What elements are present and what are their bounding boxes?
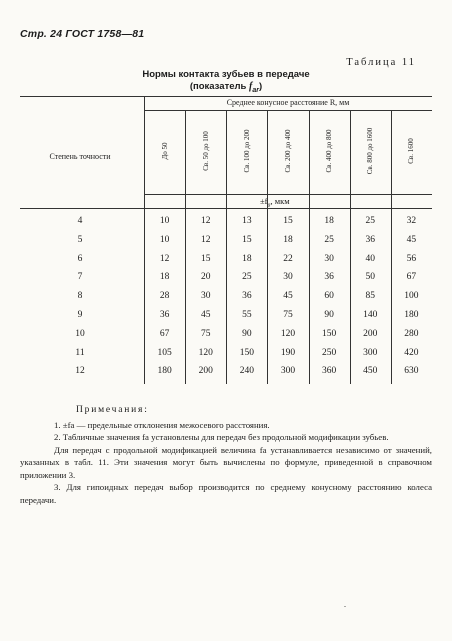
table-title: Нормы контакта зубьев в передаче	[142, 69, 310, 80]
table-cell: 180	[157, 366, 172, 377]
table-cell: 67	[159, 328, 170, 339]
table-cell: 420	[404, 347, 419, 358]
table-cell: 36	[159, 310, 170, 320]
table-cell: 200	[363, 328, 378, 339]
note-item: 2. Табличные значения fa установлены для передач без продольной модификации зубьев.	[54, 432, 389, 442]
table-cell: 15	[200, 253, 211, 264]
table-cell: 12	[200, 216, 211, 226]
column-header: До 50	[160, 142, 169, 160]
table-cell: 300	[280, 366, 296, 377]
row-grade: 6	[77, 253, 83, 264]
page-mark: .	[344, 600, 346, 609]
table-cell: 18	[159, 272, 170, 283]
page-header: Стр. 24 ГОСТ 1758—81	[20, 28, 145, 40]
table-cell: 85	[365, 291, 376, 302]
row-grade: 4	[77, 216, 83, 226]
table-cell: 120	[280, 328, 296, 339]
table-cell: 90	[242, 328, 252, 339]
row-grade: 12	[75, 366, 85, 377]
table-cell: 15	[242, 234, 252, 245]
table-cell: 150	[239, 347, 254, 358]
table-cell: 36	[324, 272, 334, 283]
table-cell: 30	[324, 253, 334, 264]
column-header-rule	[144, 194, 432, 195]
table-top-rule	[20, 96, 432, 97]
table-cell: 60	[324, 291, 334, 302]
table-cell: 10	[159, 234, 170, 245]
column-divider	[309, 110, 310, 384]
note-item: 3. Для гипоидных передач выбор производится по среднему конусному расстоянию колеса передачи.	[20, 482, 432, 505]
column-header: Св. 50 до 100	[201, 131, 210, 171]
table-cell: 12	[159, 253, 170, 264]
row-grade: 9	[77, 310, 83, 320]
table-cell: 250	[322, 347, 337, 358]
table-cell: 25	[242, 272, 252, 283]
table-cell: 45	[406, 234, 417, 245]
table-cell: 15	[283, 216, 293, 226]
table-cell: 22	[283, 253, 293, 264]
table-cell: 200	[198, 366, 213, 377]
column-divider	[391, 110, 392, 384]
table-cell: 10	[159, 216, 170, 226]
table-cell: 40	[365, 253, 376, 264]
table-cell: 630	[404, 366, 419, 377]
table-cell: 300	[363, 347, 378, 358]
table-cell: 36	[365, 234, 376, 245]
table-cell: 18	[242, 253, 252, 264]
table-cell: 25	[324, 234, 334, 245]
column-divider	[350, 110, 351, 384]
table-cell: 75	[283, 310, 293, 320]
table-cell: 90	[324, 310, 334, 320]
table-cell: 36	[242, 291, 252, 302]
table-cell: 30	[283, 272, 293, 283]
row-grade: 7	[77, 272, 83, 283]
table-cell: 280	[404, 328, 419, 339]
table-cell: 45	[283, 291, 293, 302]
row-grade: 8	[77, 291, 83, 302]
column-header: Св. 100 до 200	[242, 129, 251, 173]
table-cell: 140	[363, 310, 378, 320]
table-cell: 55	[242, 310, 252, 320]
super-header: Среднее конусное расстояние R, мм	[226, 98, 350, 107]
row-grade: 11	[75, 347, 85, 358]
note-item: Для передач с продольной модификацией величина fa устанавливается независимо от значений, указанных в табл. 11. Эти значения могут быть вычислены по формуле, приведенной в справочном приложении 3.	[20, 444, 432, 480]
table-cell: 150	[322, 328, 337, 339]
table-cell: 67	[406, 272, 417, 283]
stub-header: Степень точности	[49, 152, 111, 161]
notes-title: Примечания:	[76, 405, 149, 415]
table-cell: 190	[280, 347, 296, 358]
table-cell: 45	[200, 310, 211, 320]
column-header: Св. 800 до 1600	[366, 127, 375, 175]
column-header: Св. 200 до 400	[284, 129, 292, 173]
table-cell: 20	[200, 272, 211, 283]
row-grade: 5	[77, 234, 83, 245]
row-grade: 10	[75, 328, 85, 339]
column-header: Св. 400 до 800	[325, 129, 334, 173]
table-cell: 12	[200, 234, 211, 245]
note-item: 1. ±fa — предельные отклонения межосевого расстояния.	[54, 419, 270, 430]
table-cell: 13	[242, 216, 252, 226]
table-cell: 105	[157, 347, 172, 358]
table-cell: 50	[365, 272, 376, 283]
notes-section	[20, 404, 432, 506]
table-cell: 360	[322, 366, 337, 377]
table-cell: 25	[365, 216, 376, 226]
table-cell: 100	[404, 291, 419, 302]
table-cell: 180	[404, 310, 419, 320]
table-cell: 18	[283, 234, 293, 245]
table-cell: 56	[406, 253, 417, 264]
table-cell: 120	[198, 347, 213, 358]
table-cell: 18	[324, 216, 334, 226]
unit-label: $\pm f_a$, мкм	[260, 196, 290, 209]
column-header: Св. 1600	[407, 138, 416, 164]
table-cell: 240	[239, 366, 254, 377]
table-cell: 450	[363, 366, 378, 377]
table-cell: 30	[200, 291, 211, 302]
table-subtitle: (показатель $f_{ar}$)	[189, 81, 263, 94]
column-divider	[226, 110, 227, 384]
column-divider	[185, 110, 186, 384]
table-number: Таблица 11	[346, 57, 416, 68]
table-cell: 28	[159, 291, 170, 302]
table-cell: 75	[200, 328, 211, 339]
column-divider	[267, 110, 268, 384]
table-cell: 32	[406, 216, 417, 226]
